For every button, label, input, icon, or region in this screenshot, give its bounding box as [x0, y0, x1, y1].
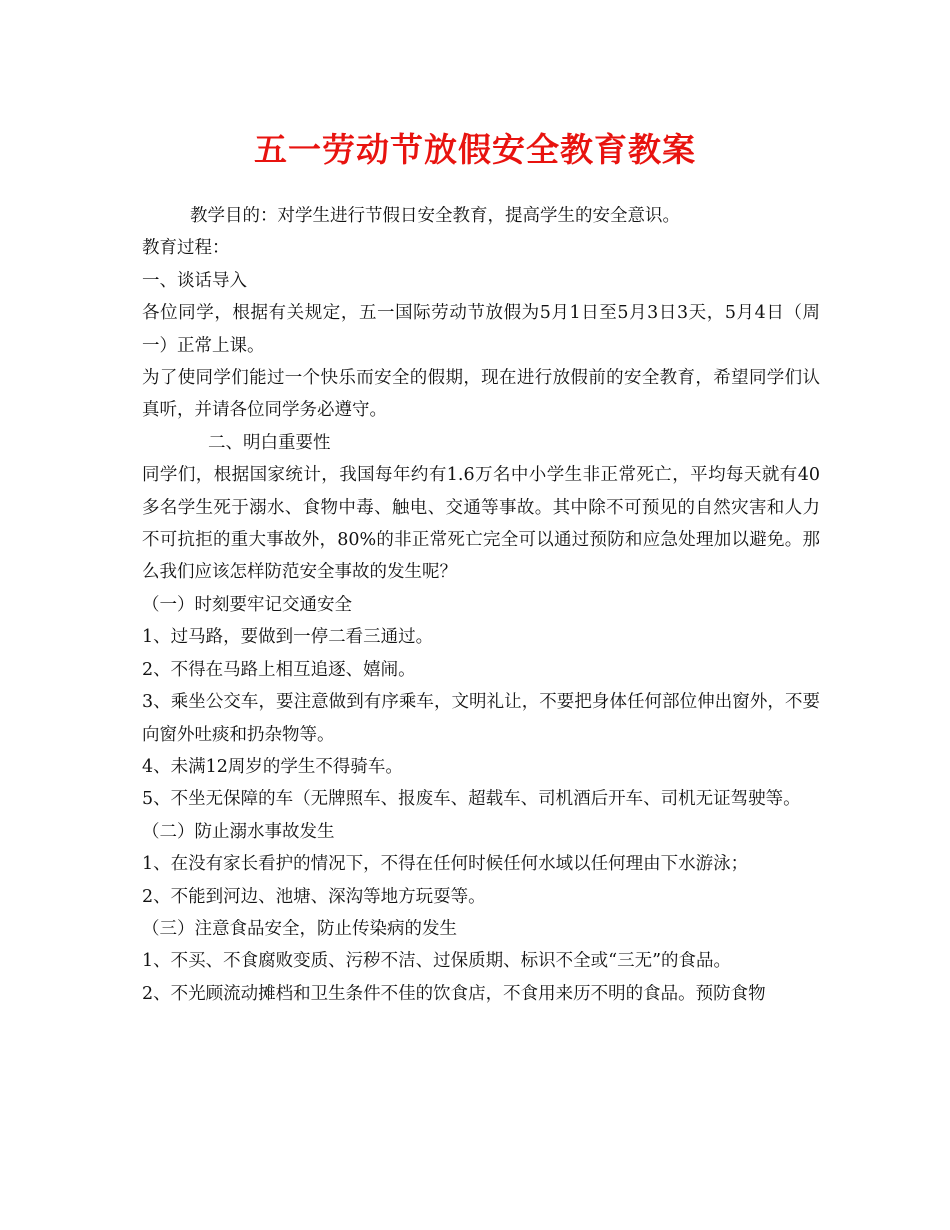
document-body	[142, 200, 820, 1010]
paragraph-safety-purpose: 为了使同学们能过一个快乐而安全的假期，现在进行放假前的安全教育，希望同学们认真听，并请各位同学务必遵守。	[142, 368, 820, 421]
list-item-drowning-2: 2、不能到河边、池塘、深沟等地方玩耍等。	[142, 886, 486, 907]
subsection-heading-food: （三）注意食品安全，防止传染病的发生	[142, 918, 457, 939]
section-heading-importance: 二、明白重要性	[208, 432, 331, 453]
paragraph-statistics: 同学们，根据国家统计，我国每年约有1.6万名中小学生非正常死亡，平均每天就有40多名学生死于溺水、食物中毒、触电、交通等事故。其中除不可预见的自然灾害和人力不可抗拒的重大事故外，80%的非正常死亡完全可以通过预防和应急处理加以避免。那么我们应该怎样防范安全事故的发生呢？	[142, 465, 820, 583]
list-item-traffic-1: 1、过马路，要做到一停二看三通过。	[142, 627, 434, 648]
list-item-food-2: 2、不光顾流动摊档和卫生条件不佳的饮食店，不食用来历不明的食品。预防食物	[142, 983, 766, 1004]
list-item-traffic-4: 4、未满12周岁的学生不得骑车。	[142, 756, 403, 777]
list-item-traffic-3: 3、乘坐公交车，要注意做到有序乘车，文明礼让，不要把身体任何部位伸出窗外，不要向窗外吐痰和扔杂物等。	[142, 692, 820, 745]
section-heading-intro: 一、谈话导入	[142, 270, 247, 291]
list-item-traffic-5: 5、不坐无保障的车（无牌照车、报废车、超载车、司机酒后开车、司机无证驾驶等。	[142, 789, 801, 810]
list-item-food-1: 1、不买、不食腐败变质、污秽不洁、过保质期、标识不全或“三无”的食品。	[142, 951, 732, 972]
paragraph-teaching-goal: 教学目的：对学生进行节假日安全教育，提高学生的安全意识。	[190, 206, 680, 226]
paragraph-holiday-dates: 各位同学，根据有关规定，五一国际劳动节放假为5月1日至5月3日3天，5月4日（周一）正常上课。	[142, 303, 820, 356]
subsection-heading-traffic: （一）时刻要牢记交通安全	[142, 594, 352, 615]
paragraph-process-heading: 教育过程：	[142, 238, 230, 259]
list-item-traffic-2: 2、不得在马路上相互追逐、嬉闹。	[142, 659, 416, 680]
document-title: 五一劳动节放假安全教育教案	[254, 130, 696, 169]
list-item-drowning-1: 1、在没有家长看护的情况下，不得在任何时候任何水域以任何理由下水游泳；	[142, 854, 749, 875]
subsection-heading-drowning: （二）防止溺水事故发生	[142, 821, 335, 842]
